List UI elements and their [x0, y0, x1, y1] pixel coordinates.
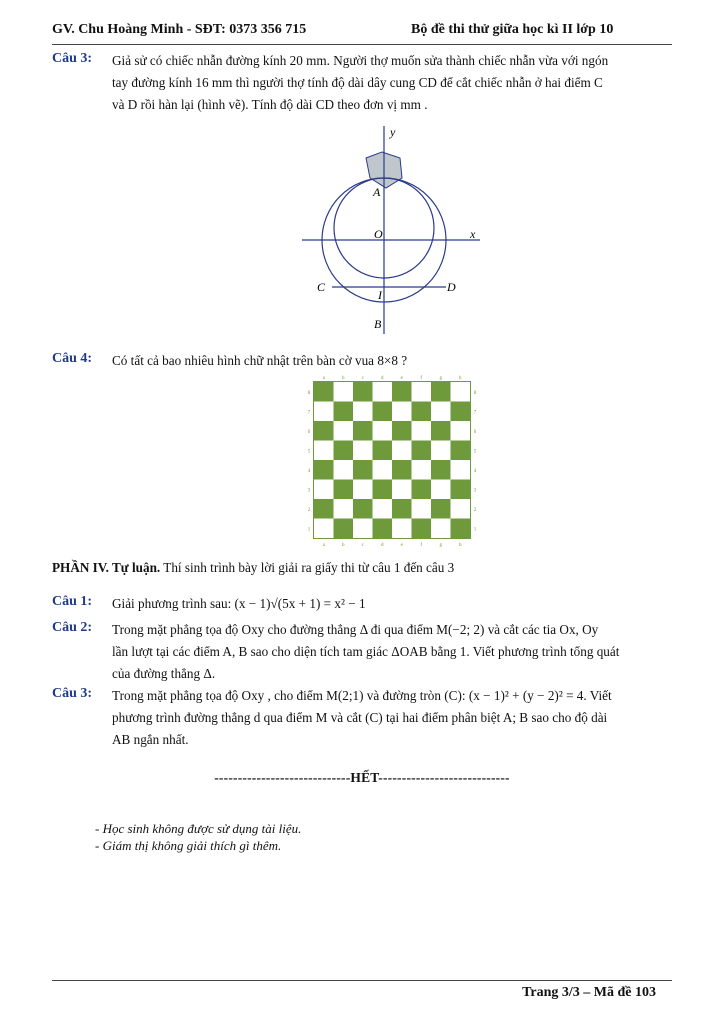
header-left: GV. Chu Hoàng Minh - SĐT: 0373 356 715 [52, 22, 307, 37]
chess-square-f3 [412, 480, 432, 500]
file-label-top: b [342, 376, 345, 381]
note-1: - Học sinh không được sử dụng tài liệu. [95, 821, 302, 836]
chess-square-a2 [314, 499, 334, 519]
footer-page: Trang 3/3 – Mã đề 103 [522, 985, 656, 1000]
note-2: - Giám thị không giải thích gì thêm. [95, 838, 282, 853]
rank-label-left: 7 [307, 410, 311, 416]
rank-label-left: 1 [307, 527, 311, 533]
label-o: O [374, 227, 383, 241]
file-label-bottom: c [361, 543, 364, 548]
file-label-top: a [322, 376, 325, 381]
file-label-top: c [361, 376, 364, 381]
rank-label-left: 2 [307, 507, 311, 513]
p4-q2-text [112, 619, 682, 685]
chess-square-e1 [392, 519, 412, 539]
chess-square-f7 [412, 402, 432, 422]
chess-square-f5 [412, 441, 432, 461]
chess-square-e7 [392, 402, 412, 422]
rank-label-right: 5 [473, 449, 477, 455]
chess-square-g7 [431, 402, 451, 422]
chess-square-g8 [431, 382, 451, 402]
q3-label: Câu 3: [52, 51, 93, 66]
file-label-bottom: f [420, 543, 423, 548]
rank-label-right: 2 [473, 507, 477, 513]
q3-text [112, 50, 682, 116]
chess-square-h2 [451, 499, 471, 519]
chess-square-g5 [431, 441, 451, 461]
chess-square-g2 [431, 499, 451, 519]
ring-figure [290, 122, 490, 344]
label-d: D [447, 280, 456, 294]
label-c: C [317, 280, 326, 294]
chess-square-e3 [392, 480, 412, 500]
chess-square-b2 [334, 499, 354, 519]
p4-q3-line1: Trong mặt phẳng tọa độ Oxy , cho điểm M(2;1) và đường tròn (C): (x − 1)² + (y − 2)² = 4. Viết [112, 688, 612, 703]
file-label-bottom: a [322, 543, 325, 548]
chess-square-b7 [334, 402, 354, 422]
q4-text: Có tất cả bao nhiêu hình chữ nhật trên bàn cờ vua 8×8 ? [112, 353, 408, 368]
rank-label-left: 3 [307, 488, 311, 494]
chess-square-a4 [314, 460, 334, 480]
chess-square-h5 [451, 441, 471, 461]
chess-square-c5 [353, 441, 373, 461]
label-x: x [470, 227, 476, 241]
chess-square-d2 [373, 499, 393, 519]
chess-square-b6 [334, 421, 354, 441]
chess-square-f4 [412, 460, 432, 480]
chess-square-g3 [431, 480, 451, 500]
file-label-top: f [420, 376, 423, 381]
label-b: B [374, 317, 382, 331]
chess-square-e8 [392, 382, 412, 402]
file-label-top: g [439, 376, 442, 381]
chess-square-g1 [431, 519, 451, 539]
chess-square-e5 [392, 441, 412, 461]
chess-square-h1 [451, 519, 471, 539]
rank-label-left: 6 [307, 429, 311, 435]
chess-square-a8 [314, 382, 334, 402]
part4-heading [52, 560, 454, 576]
part4-title: PHẦN IV. Tự luận. [52, 560, 161, 575]
chess-square-c4 [353, 460, 373, 480]
footer-divider [52, 980, 672, 981]
chess-square-e2 [392, 499, 412, 519]
chess-square-a6 [314, 421, 334, 441]
p4-q3-text [112, 685, 682, 751]
chess-square-c7 [353, 402, 373, 422]
file-label-top: e [400, 376, 403, 381]
q4-label: Câu 4: [52, 351, 93, 366]
chess-square-b5 [334, 441, 354, 461]
chess-square-d4 [373, 460, 393, 480]
file-label-bottom: h [459, 543, 462, 548]
rank-label-right: 7 [473, 410, 477, 416]
p4-q1-label: Câu 1: [52, 594, 93, 609]
chess-square-h4 [451, 460, 471, 480]
chess-square-b4 [334, 460, 354, 480]
file-label-bottom: d [381, 543, 384, 548]
chess-square-d7 [373, 402, 393, 422]
rank-label-right: 8 [473, 390, 477, 396]
file-label-top: d [381, 376, 384, 381]
file-label-bottom: g [439, 543, 442, 548]
rank-label-right: 6 [473, 429, 477, 435]
chess-square-c8 [353, 382, 373, 402]
chess-square-c2 [353, 499, 373, 519]
chessboard [304, 372, 477, 548]
chess-square-h3 [451, 480, 471, 500]
q3-line1: Giả sử có chiếc nhẫn đường kính 20 mm. Người thợ muốn sửa thành chiếc nhẫn vừa với ngón [112, 53, 609, 68]
chess-square-d5 [373, 441, 393, 461]
chess-square-f8 [412, 382, 432, 402]
p4-q3-line3: AB ngắn nhất. [112, 732, 189, 747]
label-a: A [373, 185, 381, 199]
chess-square-b3 [334, 480, 354, 500]
chess-square-a3 [314, 480, 334, 500]
q3-line3: và D rồi hàn lại (hình vẽ). Tính độ dài CD theo đơn vị mm . [112, 97, 428, 112]
chess-square-f6 [412, 421, 432, 441]
chess-square-f2 [412, 499, 432, 519]
p4-q3-label: Câu 3: [52, 686, 93, 701]
label-y: y [390, 125, 396, 139]
q3-line2: tay đường kính 16 mm thì người thợ tính độ dài dây cung CD để cắt chiếc nhẫn ở hai điểm C [112, 75, 603, 90]
chess-square-f1 [412, 519, 432, 539]
rank-label-right: 1 [473, 527, 477, 533]
chess-square-d8 [373, 382, 393, 402]
file-label-top: h [459, 376, 462, 381]
chess-square-d6 [373, 421, 393, 441]
p4-q2-line2: lần lượt tại các điểm A, B sao cho diện tích tam giác ΔOAB bằng 1. Viết phương trình tổng quát [112, 644, 620, 659]
header-right: Bộ đề thi thử giữa học kì II lớp 10 [411, 22, 614, 37]
rank-label-right: 4 [473, 468, 477, 474]
chess-square-b8 [334, 382, 354, 402]
label-i: I [378, 288, 382, 302]
rank-label-right: 3 [473, 488, 477, 494]
chess-square-a5 [314, 441, 334, 461]
p4-q3-line2: phương trình đường thẳng d qua điểm M và cắt (C) tại hai điểm phân biệt A; B sao cho độ dài [112, 710, 608, 725]
p4-q2-line1: Trong mặt phẳng tọa độ Oxy cho đường thẳng Δ đi qua điểm M(−2; 2) và cắt các tia Ox, Oy [112, 622, 599, 637]
chess-square-g4 [431, 460, 451, 480]
chess-square-c6 [353, 421, 373, 441]
chess-square-a7 [314, 402, 334, 422]
chess-square-e4 [392, 460, 412, 480]
chess-square-d3 [373, 480, 393, 500]
chess-square-a1 [314, 519, 334, 539]
file-label-bottom: e [400, 543, 403, 548]
chess-square-d1 [373, 519, 393, 539]
header-divider [52, 44, 672, 45]
chess-square-b1 [334, 519, 354, 539]
chess-square-h8 [451, 382, 471, 402]
chess-square-g6 [431, 421, 451, 441]
notes [95, 820, 301, 854]
chess-square-c3 [353, 480, 373, 500]
p4-q2-line3: của đường thẳng Δ. [112, 666, 216, 681]
chess-square-c1 [353, 519, 373, 539]
chess-square-h6 [451, 421, 471, 441]
rank-label-left: 8 [307, 390, 311, 396]
p4-q2-label: Câu 2: [52, 620, 93, 635]
rank-label-left: 5 [307, 449, 311, 455]
part4-instruction: Thí sinh trình bày lời giải ra giấy thi từ câu 1 đến câu 3 [160, 560, 455, 575]
file-label-bottom: b [342, 543, 345, 548]
rank-label-left: 4 [307, 468, 311, 474]
chess-square-e6 [392, 421, 412, 441]
p4-q1-text: Giải phương trình sau: (x − 1)√(5x + 1) = x² − 1 [112, 596, 366, 611]
end-marker: -----------------------------HẾT---------------------------- [214, 770, 510, 785]
chess-square-h7 [451, 402, 471, 422]
